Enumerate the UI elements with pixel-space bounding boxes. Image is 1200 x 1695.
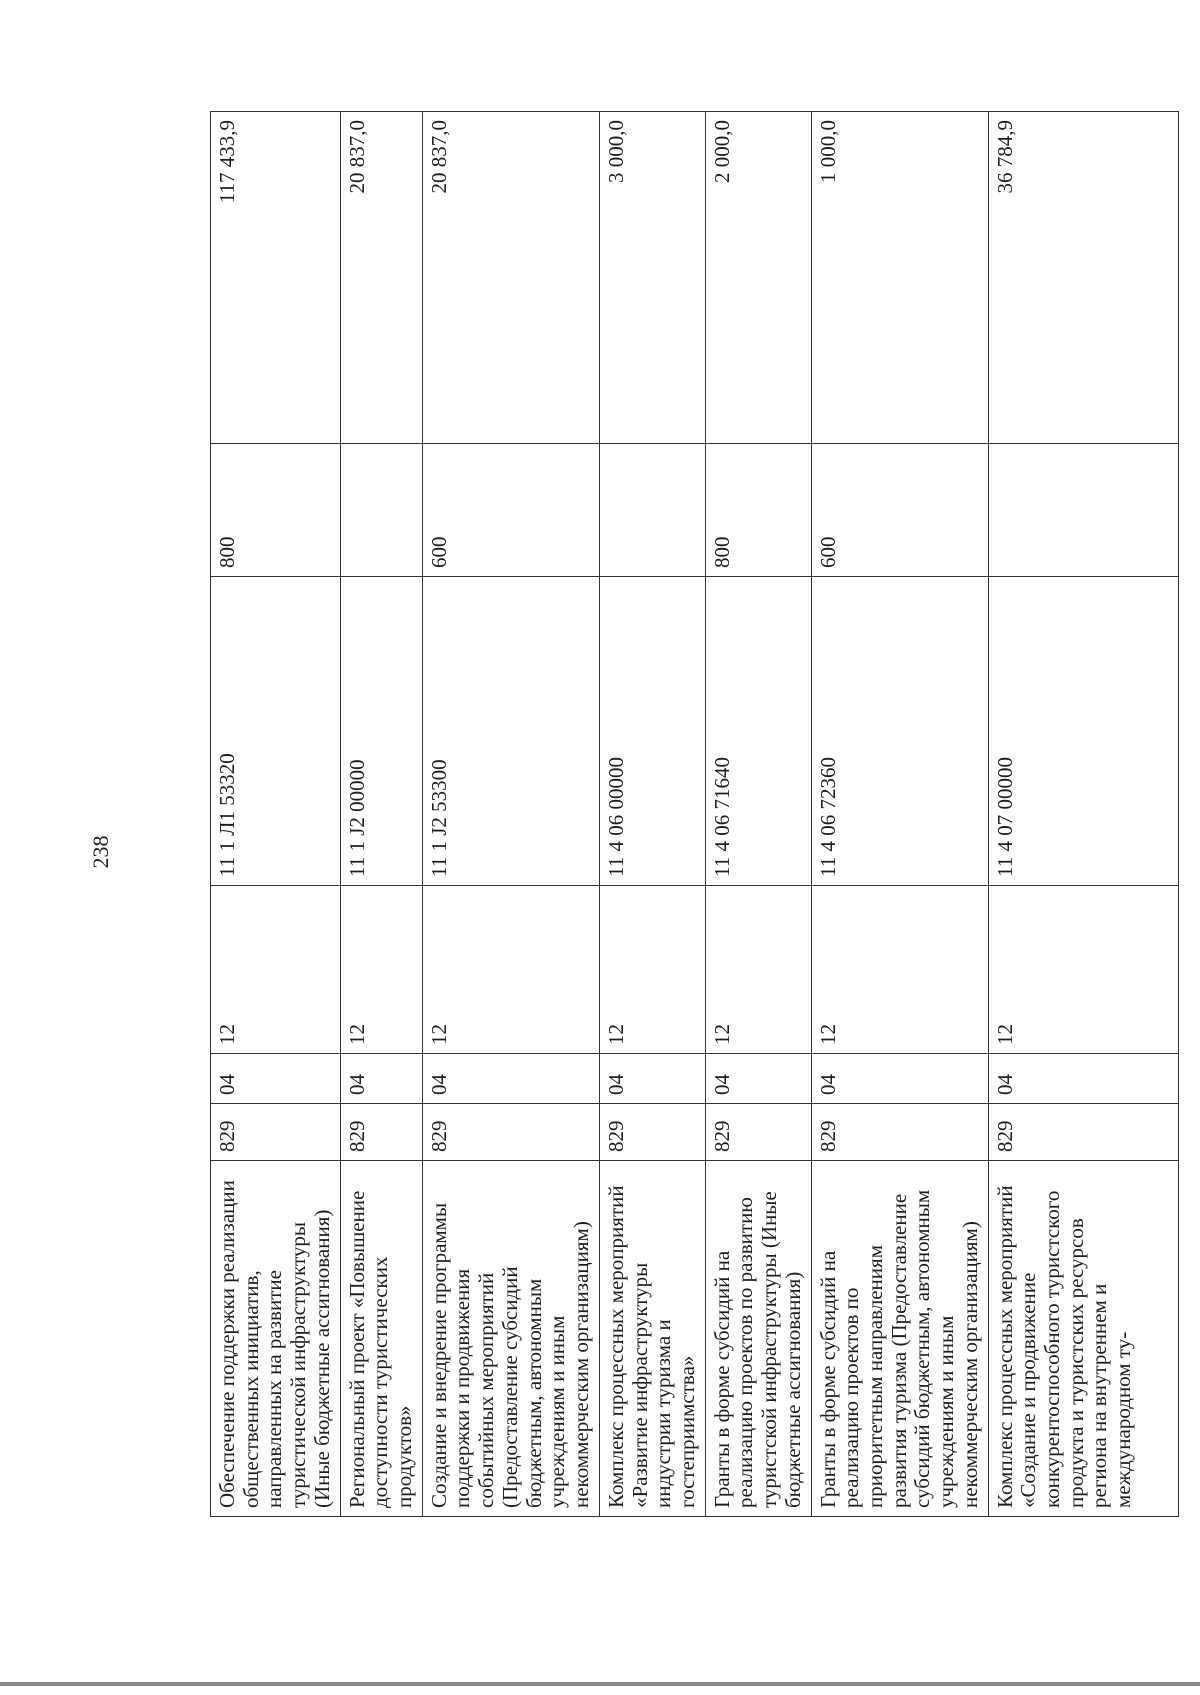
cell-target-article: 11 1 Л1 53320: [211, 577, 341, 886]
cell-subsection: 12: [340, 886, 422, 1054]
cell-amount: 117 433,9: [211, 112, 341, 444]
cell-subsection: 12: [705, 886, 811, 1054]
cell-expense-type: 800: [705, 444, 811, 577]
table-row: [211, 112, 341, 1517]
cell-section: 04: [340, 1054, 422, 1104]
budget-table: [210, 111, 1179, 1517]
cell-subsection: 12: [211, 886, 341, 1054]
cell-section: 04: [988, 1054, 1178, 1104]
cell-name: Региональный проект «Повышение доступности туристических продуктов»: [340, 1161, 422, 1517]
cell-section: 04: [422, 1054, 599, 1104]
cell-expense-type: [599, 444, 705, 577]
cell-expense-type: [340, 444, 422, 577]
cell-target-article: 11 1 J2 00000: [340, 577, 422, 886]
cell-expense-type: 800: [211, 444, 341, 577]
cell-amount: 20 837,0: [422, 112, 599, 444]
cell-amount: 3 000,0: [599, 112, 705, 444]
cell-name: Комплекс процессных мероприятий «Развитие инфраструктуры индустрии туризма и гостеприимства»: [599, 1161, 705, 1517]
cell-ministry: 829: [340, 1104, 422, 1161]
cell-subsection: 12: [599, 886, 705, 1054]
cell-target-article: 11 4 06 72360: [811, 577, 988, 886]
cell-name: Обеспечение поддержки реализации общественных инициатив, направленных на развитие туристической инфраструктуры (Иные бюджетные ассигнования): [211, 1161, 341, 1517]
page-number: 238: [88, 835, 113, 869]
cell-ministry: 829: [988, 1104, 1178, 1161]
cell-amount: 2 000,0: [705, 112, 811, 444]
cell-target-article: 11 4 06 71640: [705, 577, 811, 886]
scan-bottom-edge: [0, 1682, 1200, 1686]
table-row: [599, 112, 705, 1517]
cell-expense-type: 600: [811, 444, 988, 577]
cell-amount: 1 000,0: [811, 112, 988, 444]
table-row: [988, 112, 1178, 1517]
cell-ministry: 829: [599, 1104, 705, 1161]
cell-target-article: 11 4 06 00000: [599, 577, 705, 886]
cell-target-article: 11 4 07 00000: [988, 577, 1178, 886]
cell-subsection: 12: [988, 886, 1178, 1054]
cell-section: 04: [599, 1054, 705, 1104]
cell-name: Комплекс процессных мероприятий «Создание и продвижение конкурентоспособного туристского продукта и туристских ресурсов региона на внутреннем и международном ту-: [988, 1161, 1178, 1517]
cell-amount: 36 784,9: [988, 112, 1178, 444]
table-body: [211, 112, 1179, 1517]
cell-ministry: 829: [811, 1104, 988, 1161]
cell-subsection: 12: [422, 886, 599, 1054]
budget-table-container: [210, 112, 1136, 1517]
table-row: [422, 112, 599, 1517]
cell-section: 04: [211, 1054, 341, 1104]
cell-name: Гранты в форме субсидий на реализацию проектов по развитию туристской инфраструктуры (Иные бюджетные ассигнования): [705, 1161, 811, 1517]
cell-target-article: 11 1 J2 53300: [422, 577, 599, 886]
cell-amount: 20 837,0: [340, 112, 422, 444]
table-row: [705, 112, 811, 1517]
cell-expense-type: 600: [422, 444, 599, 577]
cell-name: Гранты в форме субсидий на реализацию проектов по приоритетным направлениям развития туризма (Предоставление субсидий бюджетным, автономным учреждениям и иным некоммерческим организациям): [811, 1161, 988, 1517]
cell-ministry: 829: [422, 1104, 599, 1161]
cell-name: Создание и внедрение программы поддержки и продвижения событийных мероприятий (Предоставление субсидий бюджетным, автономным учреждениям и иным некоммерческим организациям): [422, 1161, 599, 1517]
table-row: [811, 112, 988, 1517]
cell-section: 04: [811, 1054, 988, 1104]
cell-expense-type: [988, 444, 1178, 577]
cell-subsection: 12: [811, 886, 988, 1054]
cell-section: 04: [705, 1054, 811, 1104]
cell-ministry: 829: [705, 1104, 811, 1161]
table-row: [340, 112, 422, 1517]
cell-ministry: 829: [211, 1104, 341, 1161]
